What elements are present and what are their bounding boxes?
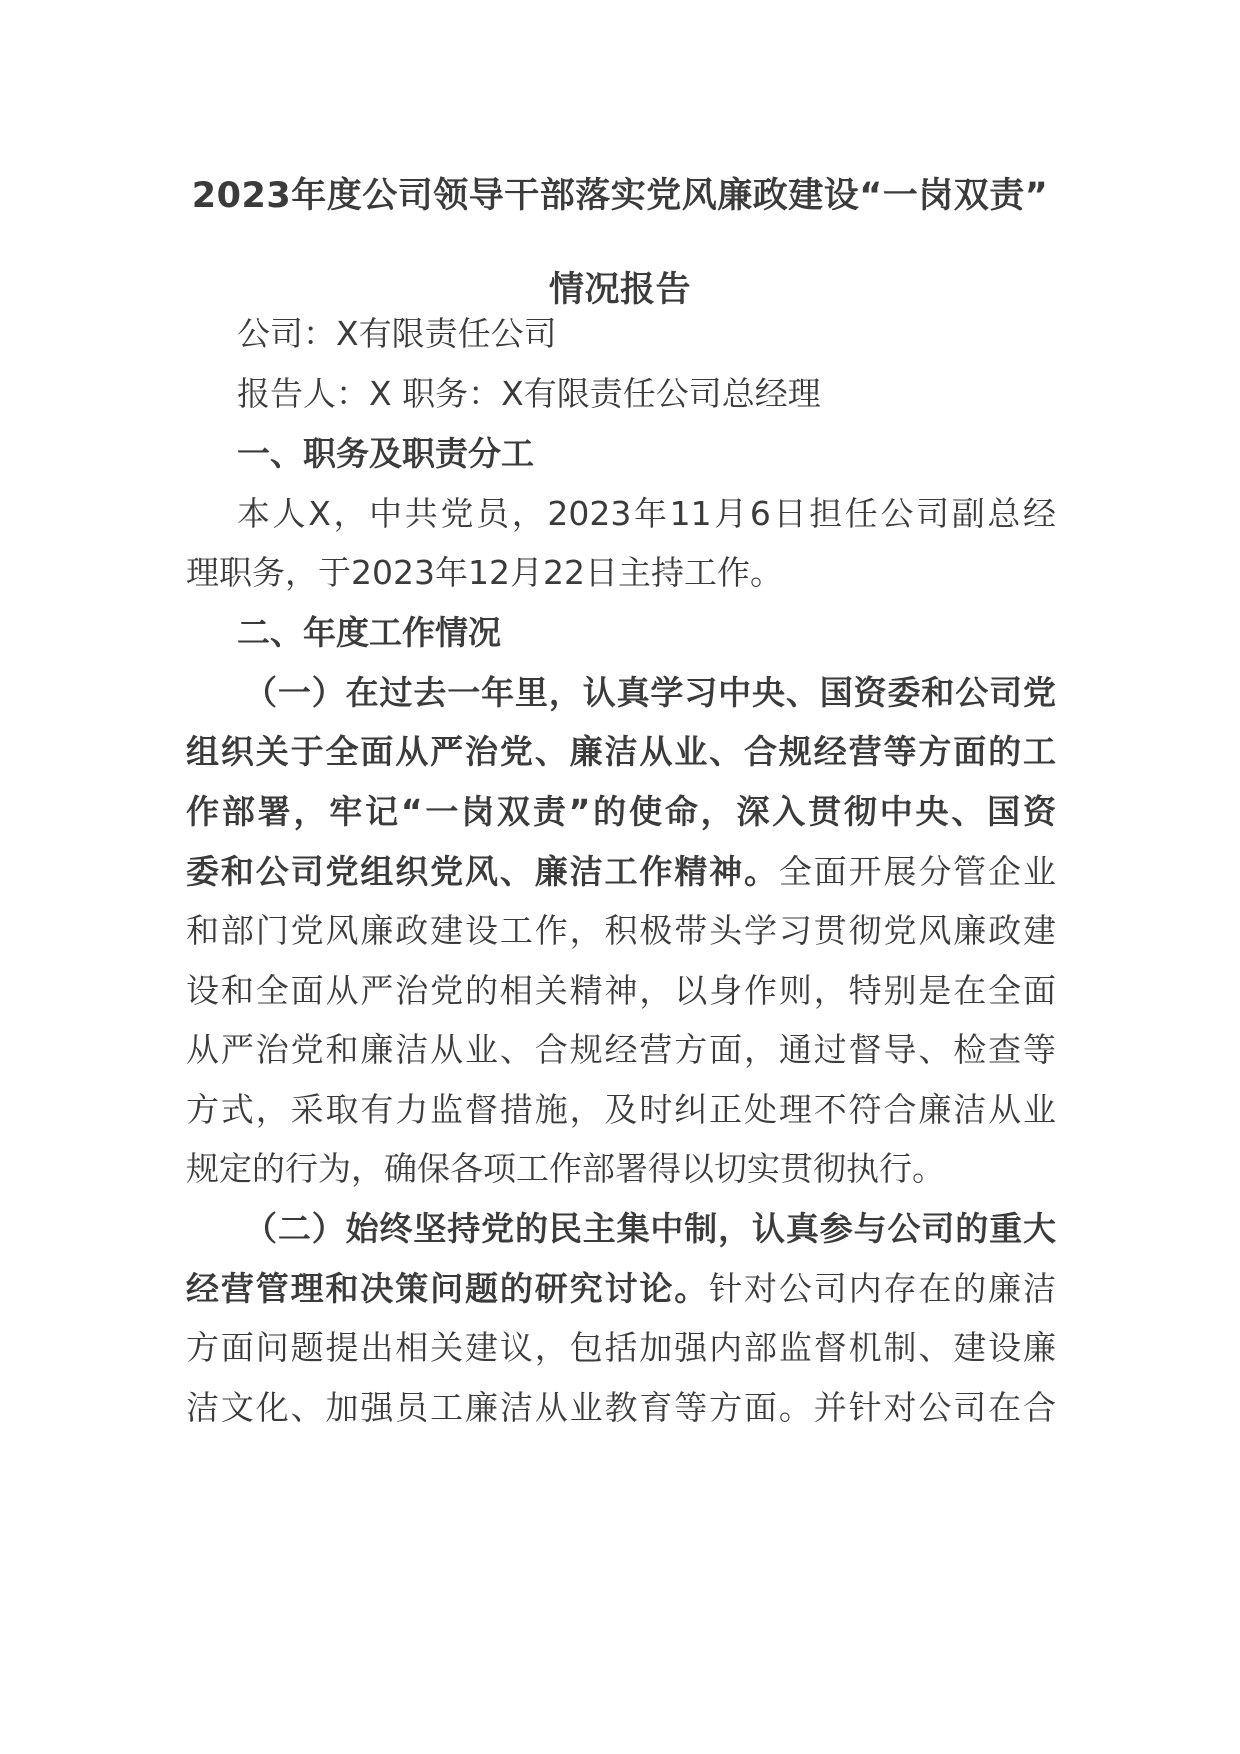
paragraph-line: 洁文化、加强员工廉洁从业教育等方面。并针对公司在合 <box>186 1388 1056 1427</box>
paragraph-line: 从严治党和廉洁从业、合规经营方面，通过督导、检查等 <box>186 1030 1056 1069</box>
normal-segment: 针对公司内存在的廉洁 <box>709 1269 1056 1308</box>
paragraph-line: 规定的行为，确保各项工作部署得以切实贯彻执行。 <box>186 1149 945 1188</box>
normal-segment: 全面开展分管企业 <box>778 852 1056 891</box>
paragraph-line: 和部门党风廉政建设工作，积极带头学习贯彻党风廉政建 <box>186 911 1056 950</box>
bold-segment: 委和公司党组织党风、廉洁工作精神。 <box>186 852 779 891</box>
paragraph-line: 方式，采取有力监督措施，及时纠正处理不符合廉洁从业 <box>186 1090 1056 1129</box>
document-title-line2: 情况报告 <box>548 270 691 310</box>
paragraph-line: 方面问题提出相关建议，包括加强内部监督机制、建设廉 <box>186 1328 1056 1367</box>
paragraph-line: 理职务，于2023年12月22日主持工作。 <box>186 553 783 592</box>
company-line: 公司：X有限责任公司 <box>237 314 557 353</box>
paragraph-line: 设和全面从严治党的相关精神，以身作则，特别是在全面 <box>186 971 1056 1010</box>
reporter-line: 报告人：X 职务：X有限责任公司总经理 <box>237 374 821 413</box>
paragraph-line: 本人X，中共党员，2023年11月6日担任公司副总经 <box>237 494 1056 533</box>
paragraph-line-bold: 组织关于全面从严治党、廉洁从业、合规经营等方面的工 <box>186 732 1056 771</box>
document-title-line1: 2023年度公司领导干部落实党风廉政建设“一岗双责” <box>191 176 1049 216</box>
section1-heading: 一、职务及职责分工 <box>237 434 534 473</box>
paragraph-line-bold: 作部署，牢记“一岗双责”的使命，深入贯彻中央、国资 <box>186 792 1056 831</box>
bold-segment: 经营管理和决策问题的研究讨论。 <box>186 1269 710 1308</box>
paragraph-line-bold: （一）在过去一年里，认真学习中央、国资委和公司党 <box>244 673 1056 712</box>
paragraph-line-mixed <box>186 1267 1056 1311</box>
section2-heading: 二、年度工作情况 <box>237 613 501 652</box>
paragraph-line-bold: （二）始终坚持党的民主集中制，认真参与公司的重大 <box>244 1209 1056 1248</box>
paragraph-line-mixed <box>186 850 1056 894</box>
